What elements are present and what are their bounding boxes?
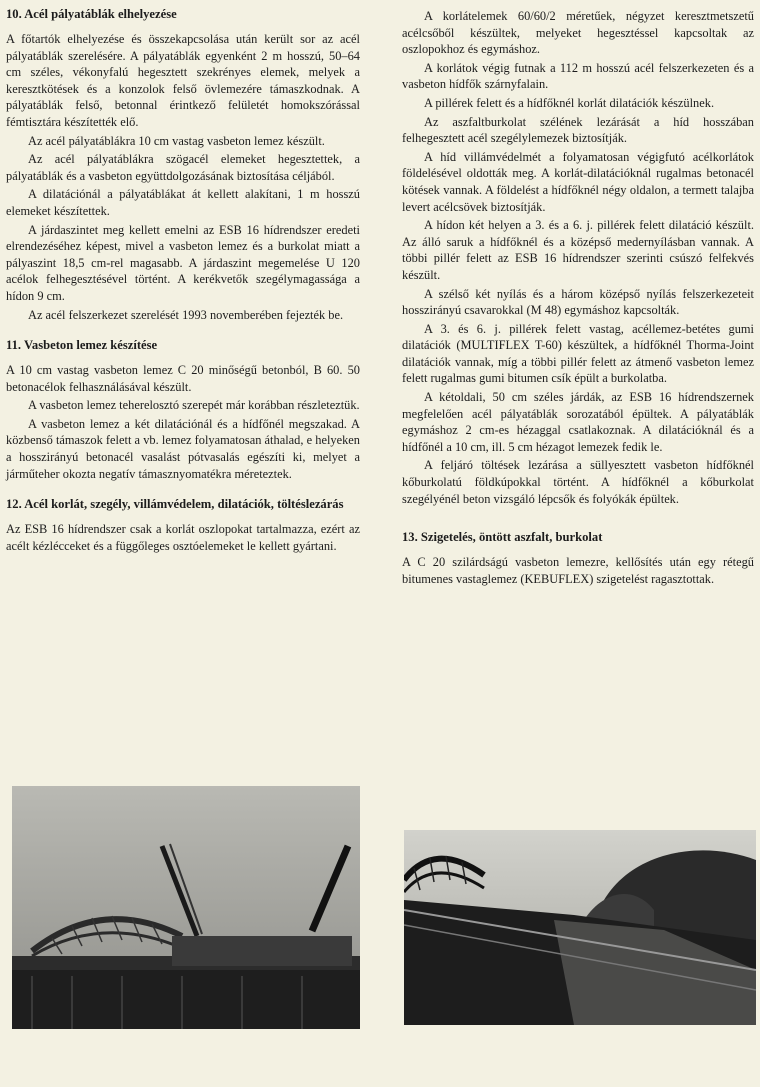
paragraph: A feljáró töltések lezárása a süllyesztett vasbeton hídfőknél kőburkolatú földkúpokkal történt. A hídfőknél a kőburkolat szegélyénél beton vizsgáló lépcsők és folyókák épültek. <box>402 458 754 506</box>
paragraph: A korlátok végig futnak a 112 m hosszú acél felszerkezeten és a vasbeton hídfők szárnyfalain. <box>402 60 754 92</box>
paragraph: Az acél pályatáblákra 10 cm vastag vasbeton lemez készült. <box>28 133 325 148</box>
paragraph: A vasbeton lemez teherelosztó szerepét már korábban részleteztük. <box>28 398 360 413</box>
paragraph: A főtartók elhelyezése és összekapcsolása után került sor az acél pályatáblák szerelésére. A pályatáblák egyenként 2 m hosszú, 50–64 cm széles, vékonyfalú hegesztett szekrényes elemek, melyek a keresztkötések és a konzolok felső övlemezére támaszkodnak. A pályatáblák felső, betonnal érintkező felületét homokszórással fémtisztára készítették elő. <box>6 32 360 129</box>
bridge-construction-photo <box>12 786 360 1029</box>
paragraph: A járdaszintet meg kellett emelni az ESB 16 hídrendszer eredeti elrendezéséhez képest, mivel a vasbeton lemez és a burkolat miatt a pályaszint 18,5 cm-rel magasabb. A járdaszint megemelése U 120 acélok felhegesztésével történt. A kerékvetők szegélymagassága a hídon 9 cm. <box>6 222 360 303</box>
paragraph: A vasbeton lemez a két dilatációnál és a hídfőnél megszakad. A közbenső támaszok felett a vb. lemez folyamatosan áthalad, e helyeken a hosszirányú betonacél vasalást pótvasalás egészíti ki, melyet a járműteher okozta negatív támasznyomatékra méreteztek. <box>6 416 360 481</box>
paragraph: A pillérek felett és a hídfőknél korlát dilatációk készülnek. <box>424 95 715 110</box>
section-11-heading: 11. Vasbeton lemez készítése <box>6 338 158 353</box>
paragraph: Az ESB 16 hídrendszer csak a korlát oszlopokat tartalmazza, ezért az acélt kézlécceket és a függőleges osztóelemeket le kellett gyártani. <box>6 522 360 553</box>
section-12-continued <box>402 8 754 507</box>
paragraph: A híd villámvédelmét a folyamatosan végigfutó acélkorlátok földelésével oldották meg. A korlát-dilatációknál rugalmas betonacél kötések vannak. A földelést a hídfőknél négy oldalon, a termett talajba levert acélcsövek biztosítják. <box>402 149 754 214</box>
section-12 <box>6 496 360 554</box>
section-11 <box>6 337 360 482</box>
paragraph: Az acél pályatáblákra szögacél elemeket hegesztettek, a pályatáblák és a vasbeton együttdolgozásának biztosítása céljából. <box>6 152 360 183</box>
paragraph: A 10 cm vastag vasbeton lemez C 20 minőségű betonból, B 60. 50 betonacélok felhasználásával készült. <box>6 363 360 394</box>
paragraph: A szélső két nyílás és a három középső nyílás felszerkezeteit hosszirányú csavarokkal (M 48) egymáshoz kapcsolták. <box>402 286 754 318</box>
right-column <box>402 8 754 601</box>
paragraph: A dilatációnál a pályatáblákat át kellett alakítani, 1 m hosszú elemeket készítettek. <box>6 187 360 218</box>
finished-bridge-photo <box>404 830 756 1025</box>
section-13-heading: 13. Szigetelés, öntött aszfalt, burkolat <box>402 530 603 545</box>
section-12-heading: 12. Acél korlát, szegély, villámvédelem, dilatációk, töltéslezárás <box>6 497 344 512</box>
section-10-heading: 10. Acél pályatáblák elhelyezése <box>6 7 177 21</box>
paragraph: A korlátelemek 60/60/2 méretűek, négyzet keresztmetszetű acélcsőből készültek, melyeket hegesztéssel kapcsoltak az oszlopokhoz és egymáshoz. <box>402 9 754 57</box>
paragraph: A 3. és 6. j. pillérek felett vastag, acéllemez-betétes gumi dilatációk (MULTIFLEX T-60) készültek, a hídfőknél Thorma-Joint dilatációk vannak, míg a többi pillér felett az átmenő vasbeton lemez felett rugalmas gumi bitumen csík épült a burkolatba. <box>402 321 754 386</box>
paragraph: A hídon két helyen a 3. és a 6. j. pillérek felett dilatáció készült. Az álló saruk a hídfőknél és a középső medernyílásban vannak. A többi pillér felett az ESB 16 hídrendszer szerinti csúszó felfekvés készült. <box>402 218 754 282</box>
paragraph: Az aszfaltburkolat szélének lezárását a híd hosszában felhegesztett acél szegélylemezek biztosítják. <box>402 114 754 146</box>
section-10 <box>6 6 360 323</box>
paragraph: A C 20 szilárdságú vasbeton lemezre, kellősítés után egy rétegű bitumenes vastaglemez (KEBUFLEX) szigetelést ragasztottak. <box>402 555 754 586</box>
section-13 <box>402 529 754 587</box>
paragraph: Az acél felszerkezet szerelését 1993 novemberében fejezték be. <box>28 307 344 322</box>
paragraph: A kétoldali, 50 cm széles járdák, az ESB 16 hídrendszernek megfelelően acél pályatáblák sorozatából épültek. A pályatáblák egymáshoz 2 cm-es hézaggal csatlakoznak. A dilatációknál és a hídfőnél a 10 cm, ill. 5 cm hézagot lemezek fedik le. <box>402 390 754 454</box>
left-column <box>6 6 360 568</box>
